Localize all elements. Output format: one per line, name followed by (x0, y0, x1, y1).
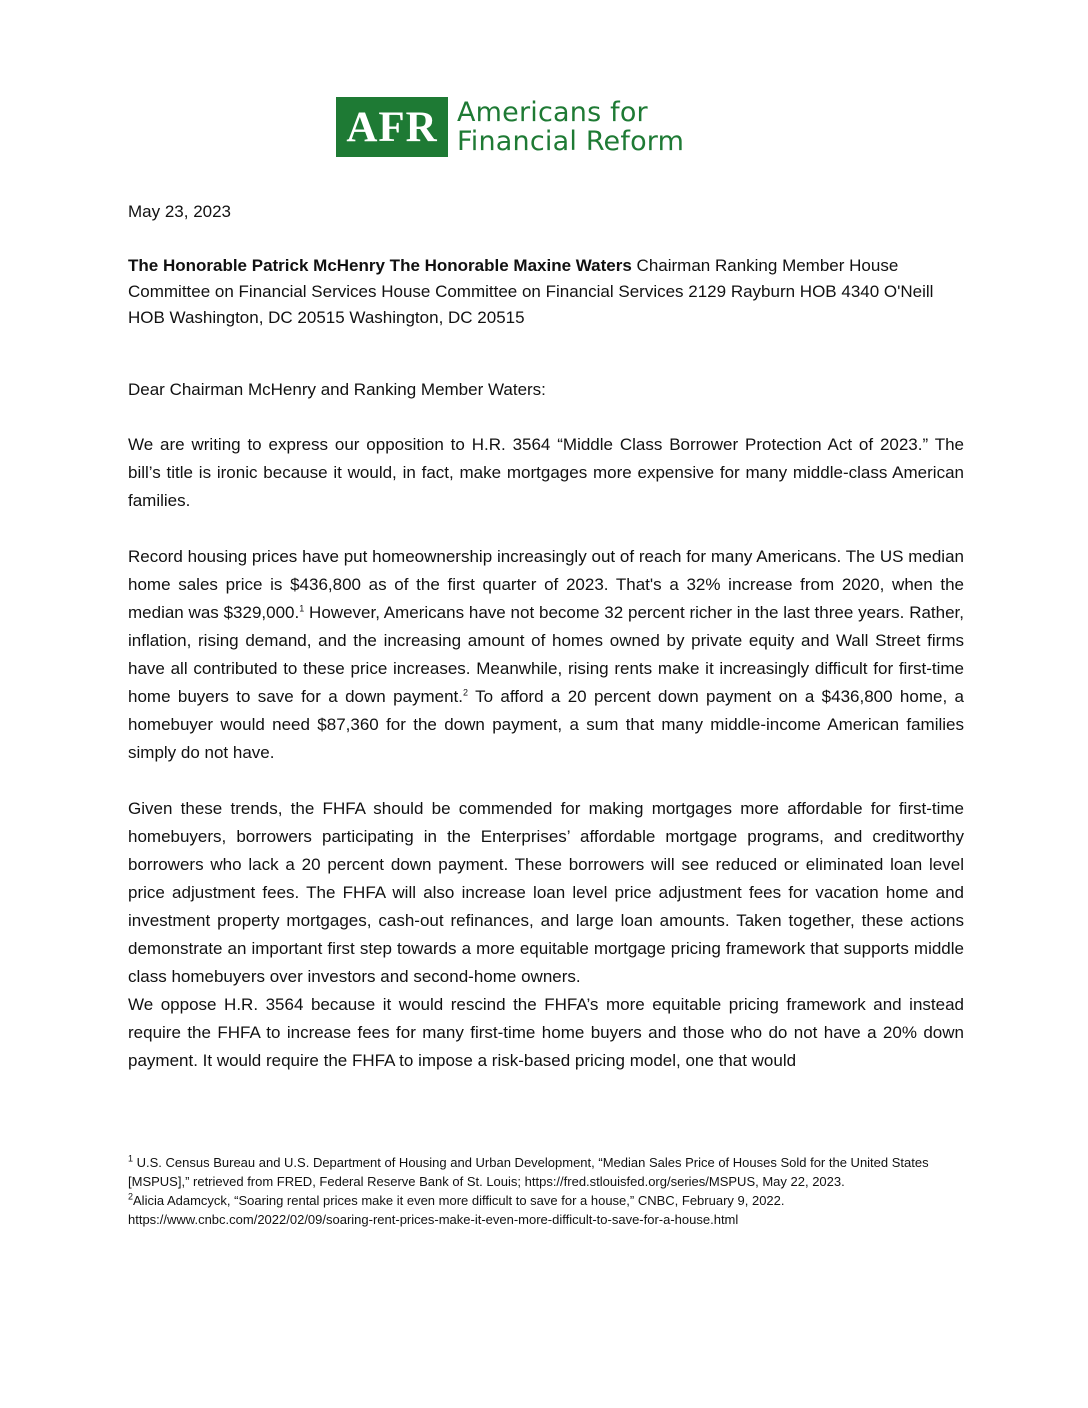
paragraph-2-part-b: However, Americans have not become 32 percent richer in the last three years. Rather, inflation, rising demand, and the increasing amount of homes owned by private equity and Wall Street firms have all contributed to these price increases. Meanwhile, rising rents make it increasingly difficult for first-time home buyers to save for a down payment. (128, 603, 965, 706)
footnote-2 (128, 1191, 964, 1229)
footnote-ref-2: 2 (463, 687, 469, 698)
letter-date: May 23, 2023 (128, 202, 232, 221)
footnote-1-number: 1 (128, 1153, 134, 1164)
afr-logo (336, 97, 684, 157)
paragraph-2 (128, 543, 964, 767)
footnote-2-text: Alicia Adamcyck, “Soaring rental prices make it even more difficult to save for a house,” CNBC, February 9, 2022. (133, 1193, 785, 1208)
logo-line-2: Financial Reform (457, 126, 685, 157)
paragraph-2-part-c: To afford a 20 percent down payment on a $436,800 home, a homebuyer would need $87,360 for the down payment, a sum that many middle-income American families simply do not have. (128, 687, 964, 762)
logo-line-1: Americans for (457, 97, 648, 128)
logo-wordmark (457, 98, 684, 156)
footnote-2-link[interactable]: https://www.cnbc.com/2022/02/09/soaring-rent-prices-make-it-even-more-difficult-to-save-for-a-house.html (128, 1212, 739, 1227)
footnotes (128, 1153, 964, 1229)
paragraph-2-part-a: Record housing prices have put homeownership increasingly out of reach for many Americans. The US median home sales price is $436,800 as of the first quarter of 2023. That's a 32% increase from 2020, when the median was $329,000. (128, 547, 964, 622)
footnote-ref-1: 1 (299, 603, 305, 614)
paragraph-4: We oppose H.R. 3564 because it would rescind the FHFA’s more equitable pricing framework and instead require the FHFA to increase fees for many first-time home buyers and those who do not have a 20% down payment. It would require the FHFA to impose a risk-based pricing model, one that would (128, 995, 964, 1070)
footnote-1 (128, 1153, 964, 1191)
footnote-2-number: 2 (128, 1191, 134, 1202)
paragraph-3: Given these trends, the FHFA should be commended for making mortgages more affordable for first-time homebuyers, borrowers participating in the Enterprises’ affordable mortgage programs, and creditworthy borrowers who lack a 20 percent down payment. These borrowers will see reduced or eliminated loan level price adjustment fees. The FHFA will also increase loan level price adjustment fees for vacation home and investment property mortgages, cash-out refinances, and large loan amounts. Taken together, these actions demonstrate an important first step towards a more equitable mortgage pricing framework that supports middle class homebuyers over investors and second-home owners. (128, 799, 964, 986)
recipient-names: The Honorable Patrick McHenry The Honorable Maxine Waters (128, 256, 632, 275)
recipient-address (128, 253, 964, 331)
recipient-details: Chairman Ranking Member House Committee on Financial Services House Committee on Financial Services 2129 Rayburn HOB 4340 O'Neill HOB Washington, DC 20515 Washington, DC 20515 (128, 256, 934, 327)
footnote-1-text: U.S. Census Bureau and U.S. Department of Housing and Urban Development, “Median Sales Price of Houses Sold for the United States [MSPUS],” retrieved from FRED, Federal Reserve Bank of St. Louis; https://fred.stlouisfed.org/series/MSPUS, May 22, 2023. (128, 1155, 929, 1189)
logo-mark: AFR (336, 97, 448, 157)
paragraph-1: We are writing to express our opposition to H.R. 3564 “Middle Class Borrower Protection Act of 2023.” The bill’s title is ironic because it would, in fact, make mortgages more expensive for many middle-class American families. (128, 435, 964, 510)
salutation: Dear Chairman McHenry and Ranking Member Waters: (128, 380, 546, 399)
